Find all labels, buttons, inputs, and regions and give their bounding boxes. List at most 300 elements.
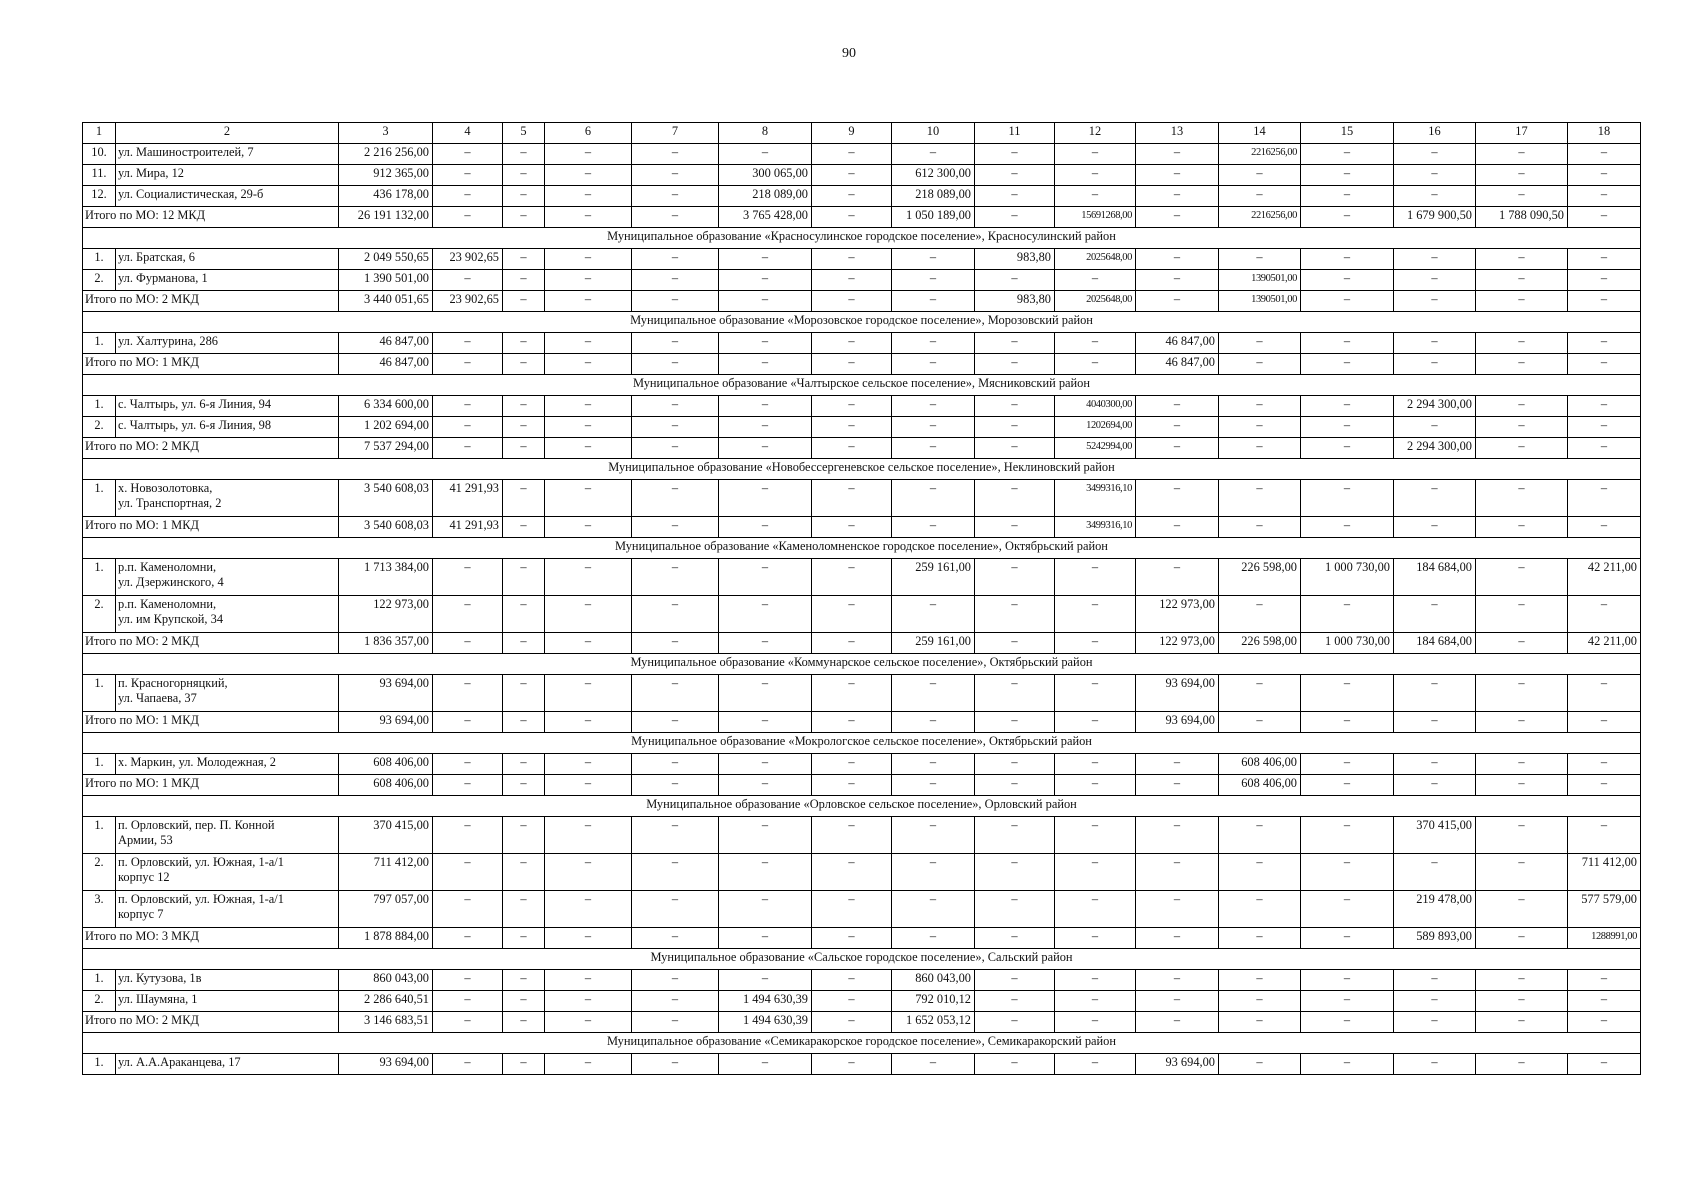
value-cell: 41 291,93 [433,517,503,538]
empty-cell: – [1476,1012,1568,1033]
header-cell: 3 [339,123,433,144]
empty-cell: – [632,854,719,891]
empty-cell: – [975,675,1055,712]
empty-cell: – [1301,1012,1394,1033]
empty-cell: – [812,207,892,228]
empty-cell: – [1136,559,1219,596]
empty-cell: – [812,186,892,207]
empty-cell: – [433,712,503,733]
section-title: Муниципальное образование «Каменоломненское городское поселение», Октябрьский район [83,538,1641,559]
empty-cell: – [719,891,812,928]
empty-cell: – [1055,633,1136,654]
empty-cell: – [545,438,632,459]
section-title: Муниципальное образование «Сальское городское поселение», Сальский район [83,949,1641,970]
empty-cell: – [1219,1012,1301,1033]
empty-cell: – [1301,775,1394,796]
empty-cell: – [433,817,503,854]
empty-cell: – [545,417,632,438]
row-number: 1. [83,480,116,517]
header-cell: 11 [975,123,1055,144]
total-row [83,775,1641,796]
empty-cell: – [433,928,503,949]
empty-cell: – [1568,517,1641,538]
header-cell: 12 [1055,123,1136,144]
empty-cell: – [1136,165,1219,186]
empty-cell: – [503,186,545,207]
empty-cell: – [1476,712,1568,733]
table-row [83,144,1641,165]
empty-cell: – [812,291,892,312]
value-cell: 711 412,00 [1568,854,1641,891]
empty-cell: – [1568,144,1641,165]
total-label: Итого по МО: 3 МКД [83,928,339,949]
empty-cell: – [719,596,812,633]
address-line: ул. им Крупской, 34 [118,612,224,626]
empty-cell: – [632,438,719,459]
header-cell: 13 [1136,123,1219,144]
empty-cell: – [1136,817,1219,854]
empty-cell: – [1301,675,1394,712]
value-cell: 7 537 294,00 [339,438,433,459]
empty-cell: – [1568,754,1641,775]
empty-cell: – [632,517,719,538]
value-cell: 1390501,00 [1219,291,1301,312]
empty-cell: – [503,417,545,438]
address-line: р.п. Каменоломни, [118,597,217,611]
empty-cell: – [1476,270,1568,291]
total-label: Итого по МО: 2 МКД [83,1012,339,1033]
empty-cell: – [1301,354,1394,375]
empty-cell: – [812,928,892,949]
value-cell: 2 216 256,00 [339,144,433,165]
empty-cell: – [1476,1054,1568,1075]
row-number: 12. [83,186,116,207]
empty-cell: – [975,817,1055,854]
empty-cell: – [433,633,503,654]
empty-cell: – [719,354,812,375]
empty-cell: – [1301,712,1394,733]
value-cell: 1 494 630,39 [719,1012,812,1033]
empty-cell: – [503,396,545,417]
value-cell: 1 000 730,00 [1301,559,1394,596]
empty-cell: – [892,817,975,854]
empty-cell: – [1394,480,1476,517]
empty-cell: – [1394,270,1476,291]
empty-cell: – [1136,1012,1219,1033]
empty-cell: – [719,333,812,354]
empty-cell: – [1301,207,1394,228]
total-row [83,1012,1641,1033]
empty-cell: – [1476,333,1568,354]
empty-cell: – [1301,417,1394,438]
empty-cell: – [632,817,719,854]
empty-cell: – [975,854,1055,891]
row-number: 2. [83,270,116,291]
empty-cell: – [1394,712,1476,733]
empty-cell: – [892,396,975,417]
empty-cell: – [503,517,545,538]
address-cell: с. Чалтырь, ул. 6-я Линия, 94 [116,396,339,417]
value-cell: 1390501,00 [1219,270,1301,291]
empty-cell: – [719,675,812,712]
empty-cell: – [1394,775,1476,796]
empty-cell: – [1301,291,1394,312]
empty-cell: – [812,249,892,270]
empty-cell: – [632,207,719,228]
total-label: Итого по МО: 1 МКД [83,517,339,538]
value-cell: 370 415,00 [1394,817,1476,854]
empty-cell: – [1301,165,1394,186]
empty-cell: – [1394,291,1476,312]
empty-cell: – [503,596,545,633]
empty-cell: – [1476,417,1568,438]
empty-cell: – [1055,775,1136,796]
empty-cell: – [1219,596,1301,633]
empty-cell: – [545,596,632,633]
empty-cell: – [433,144,503,165]
empty-cell: – [1055,891,1136,928]
empty-cell: – [892,928,975,949]
section-row [83,459,1641,480]
value-cell: 184 684,00 [1394,633,1476,654]
empty-cell: – [1394,517,1476,538]
empty-cell: – [503,991,545,1012]
empty-cell: – [545,396,632,417]
empty-cell: – [1568,1054,1641,1075]
empty-cell: – [632,754,719,775]
empty-cell: – [1219,891,1301,928]
header-cell: 2 [116,123,339,144]
value-cell: 93 694,00 [339,675,433,712]
empty-cell: – [975,1012,1055,1033]
empty-cell: – [1568,970,1641,991]
empty-cell: – [892,754,975,775]
empty-cell: – [1301,186,1394,207]
empty-cell: – [433,675,503,712]
empty-cell: – [1055,333,1136,354]
data-table [82,122,1641,1075]
value-cell: 15691268,00 [1055,207,1136,228]
empty-cell: – [433,754,503,775]
empty-cell: – [1301,480,1394,517]
empty-cell: – [1055,817,1136,854]
empty-cell: – [1136,270,1219,291]
empty-cell: – [433,559,503,596]
empty-cell: – [1476,817,1568,854]
empty-cell: – [1568,291,1641,312]
empty-cell: – [1136,144,1219,165]
address-line: ул. Чапаева, 37 [118,691,197,705]
address-line: р.п. Каменоломни, [118,560,217,574]
address-cell: ул. Кутузова, 1в [116,970,339,991]
empty-cell: – [503,291,545,312]
row-number: 1. [83,559,116,596]
value-cell: 1 050 189,00 [892,207,975,228]
row-number: 2. [83,991,116,1012]
empty-cell: – [1136,517,1219,538]
empty-cell: – [719,438,812,459]
empty-cell: – [1568,775,1641,796]
empty-cell: – [1568,333,1641,354]
empty-cell: – [433,438,503,459]
empty-cell: – [975,712,1055,733]
empty-cell: – [975,333,1055,354]
empty-cell: – [812,517,892,538]
total-label: Итого по МО: 12 МКД [83,207,339,228]
value-cell: 2216256,00 [1219,144,1301,165]
header-cell: 7 [632,123,719,144]
empty-cell: – [1301,144,1394,165]
address-line: х. Новозолотовка, [118,481,213,495]
empty-cell: – [632,991,719,1012]
empty-cell: – [1219,438,1301,459]
empty-cell: – [892,333,975,354]
address-cell: ул. Социалистическая, 29-б [116,186,339,207]
empty-cell: – [632,480,719,517]
empty-cell: – [433,596,503,633]
empty-cell: – [1476,396,1568,417]
empty-cell: – [545,928,632,949]
empty-cell: – [1394,596,1476,633]
empty-cell: – [1301,991,1394,1012]
empty-cell: – [545,333,632,354]
empty-cell: – [1055,144,1136,165]
address-cell: ул. Шаумяна, 1 [116,991,339,1012]
empty-cell: – [1136,291,1219,312]
empty-cell: – [1394,970,1476,991]
value-cell: 41 291,93 [433,480,503,517]
empty-cell: – [1219,1054,1301,1075]
address-cell: ул. Братская, 6 [116,249,339,270]
empty-cell: – [632,270,719,291]
empty-cell: – [1394,991,1476,1012]
empty-cell: – [975,891,1055,928]
value-cell: 1 679 900,50 [1394,207,1476,228]
empty-cell: – [892,291,975,312]
empty-cell: – [719,517,812,538]
table-row [83,186,1641,207]
empty-cell: – [1568,270,1641,291]
empty-cell: – [1055,928,1136,949]
empty-cell: – [545,970,632,991]
empty-cell: – [503,928,545,949]
value-cell: 218 089,00 [892,186,975,207]
row-number: 10. [83,144,116,165]
empty-cell: – [719,754,812,775]
empty-cell: – [812,559,892,596]
value-cell: 6 334 600,00 [339,396,433,417]
value-cell: 1 878 884,00 [339,928,433,949]
empty-cell: – [1055,354,1136,375]
empty-cell: – [503,144,545,165]
empty-cell: – [1568,480,1641,517]
address-line: п. Орловский, пер. П. Конной [118,818,275,832]
empty-cell: – [975,417,1055,438]
empty-cell: – [1301,754,1394,775]
value-cell: 860 043,00 [339,970,433,991]
empty-cell: – [433,775,503,796]
empty-cell: – [632,1054,719,1075]
empty-cell: – [433,891,503,928]
empty-cell: – [719,928,812,949]
total-label: Итого по МО: 1 МКД [83,712,339,733]
empty-cell: – [812,675,892,712]
table-row [83,991,1641,1012]
empty-cell: – [892,270,975,291]
empty-cell: – [975,186,1055,207]
empty-cell: – [1136,480,1219,517]
empty-cell: – [975,144,1055,165]
section-title: Муниципальное образование «Красносулинское городское поселение», Красносулинский район [83,228,1641,249]
empty-cell: – [812,333,892,354]
row-number: 1. [83,396,116,417]
empty-cell: – [975,1054,1055,1075]
empty-cell: – [1219,991,1301,1012]
empty-cell: – [1394,1054,1476,1075]
empty-cell: – [975,438,1055,459]
table-row [83,754,1641,775]
empty-cell: – [545,1054,632,1075]
total-row [83,712,1641,733]
empty-cell: – [1568,1012,1641,1033]
value-cell: 3499316,10 [1055,517,1136,538]
value-cell: 1288991,00 [1568,928,1641,949]
row-number: 3. [83,891,116,928]
empty-cell: – [1476,754,1568,775]
empty-cell: – [1476,854,1568,891]
empty-cell: – [632,165,719,186]
empty-cell: – [892,144,975,165]
empty-cell: – [812,1012,892,1033]
empty-cell: – [812,144,892,165]
value-cell: 797 057,00 [339,891,433,928]
total-label: Итого по МО: 1 МКД [83,775,339,796]
table-row [83,891,1641,928]
empty-cell: – [545,517,632,538]
empty-cell: – [1568,675,1641,712]
value-cell: 122 973,00 [339,596,433,633]
empty-cell: – [975,928,1055,949]
section-row [83,312,1641,333]
empty-cell: – [812,754,892,775]
address-line: п. Красногорняцкий, [118,676,228,690]
empty-cell: – [975,207,1055,228]
empty-cell: – [1394,854,1476,891]
table-row [83,596,1641,633]
value-cell: 1 494 630,39 [719,991,812,1012]
address-cell [116,854,339,891]
table-row [83,559,1641,596]
empty-cell: – [1568,417,1641,438]
empty-cell: – [1301,270,1394,291]
value-cell: 93 694,00 [1136,675,1219,712]
empty-cell: – [632,928,719,949]
empty-cell: – [1476,596,1568,633]
empty-cell: – [503,165,545,186]
empty-cell: – [545,144,632,165]
empty-cell: – [545,207,632,228]
value-cell: 23 902,65 [433,291,503,312]
value-cell: 46 847,00 [339,354,433,375]
empty-cell: – [503,438,545,459]
empty-cell: – [1568,165,1641,186]
empty-cell: – [1219,249,1301,270]
value-cell: 26 191 132,00 [339,207,433,228]
value-cell: 4040300,00 [1055,396,1136,417]
address-cell: с. Чалтырь, ул. 6-я Линия, 98 [116,417,339,438]
empty-cell: – [632,354,719,375]
row-number: 11. [83,165,116,186]
value-cell: 860 043,00 [892,970,975,991]
table-row [83,396,1641,417]
empty-cell: – [503,249,545,270]
section-row [83,375,1641,396]
empty-cell: – [1394,675,1476,712]
total-row [83,633,1641,654]
empty-cell: – [812,891,892,928]
empty-cell: – [812,854,892,891]
value-cell: 612 300,00 [892,165,975,186]
empty-cell: – [812,354,892,375]
empty-cell: – [812,1054,892,1075]
value-cell: 370 415,00 [339,817,433,854]
value-cell: 3 765 428,00 [719,207,812,228]
empty-cell: – [1568,207,1641,228]
empty-cell: – [1219,165,1301,186]
empty-cell: – [892,480,975,517]
empty-cell: – [545,891,632,928]
empty-cell: – [433,270,503,291]
empty-cell: – [975,517,1055,538]
value-cell: 122 973,00 [1136,633,1219,654]
address-line: п. Орловский, ул. Южная, 1-а/1 [118,855,284,869]
total-label: Итого по МО: 2 МКД [83,438,339,459]
empty-cell: – [1476,165,1568,186]
empty-cell: – [1055,1054,1136,1075]
empty-cell: – [503,633,545,654]
empty-cell: – [503,712,545,733]
address-line: корпус 7 [118,907,164,921]
empty-cell: – [545,480,632,517]
value-cell: 42 211,00 [1568,559,1641,596]
empty-cell: – [1219,333,1301,354]
empty-cell: – [1055,1012,1136,1033]
table-row [83,270,1641,291]
value-cell: 2216256,00 [1219,207,1301,228]
table-row [83,480,1641,517]
empty-cell: – [975,991,1055,1012]
empty-cell: – [503,1012,545,1033]
empty-cell: – [812,712,892,733]
empty-cell: – [1301,854,1394,891]
empty-cell: – [632,712,719,733]
empty-cell: – [1476,144,1568,165]
value-cell: 46 847,00 [1136,354,1219,375]
empty-cell: – [975,970,1055,991]
empty-cell: – [1219,817,1301,854]
total-label: Итого по МО: 2 МКД [83,633,339,654]
section-row [83,949,1641,970]
empty-cell: – [812,270,892,291]
empty-cell: – [812,480,892,517]
value-cell: 3 146 683,51 [339,1012,433,1033]
empty-cell: – [1476,517,1568,538]
header-cell: 10 [892,123,975,144]
value-cell: 912 365,00 [339,165,433,186]
address-line: Армии, 53 [118,833,173,847]
empty-cell: – [433,970,503,991]
empty-cell: – [1136,438,1219,459]
